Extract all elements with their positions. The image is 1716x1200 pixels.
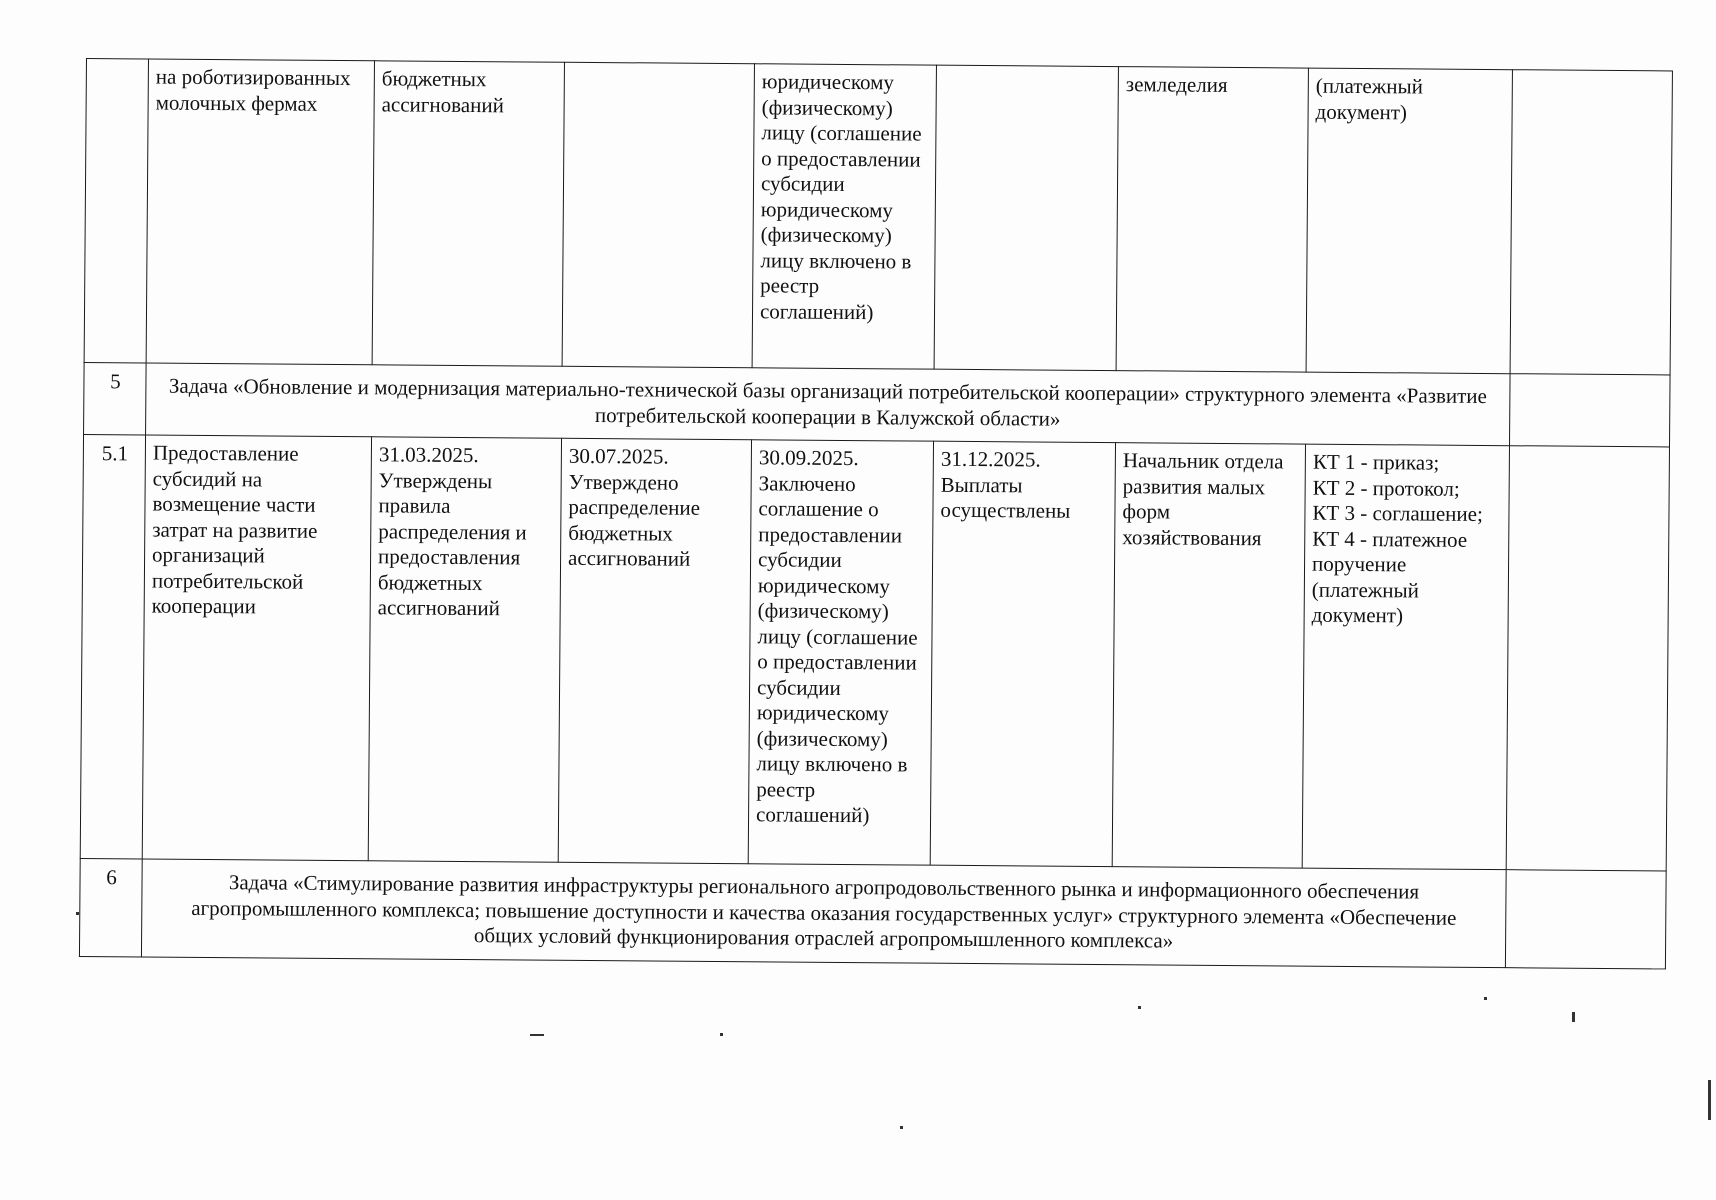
extra-cell (1506, 446, 1669, 871)
row-number: 5 (84, 362, 147, 434)
extra-cell (1505, 870, 1666, 969)
control-point-4-cell: 31.12.2025. Выплаты осуществлены (930, 441, 1115, 866)
task-heading-cell: Задача «Обновление и модернизация материально-технической базы организаций потребительской кооперации» структурного элемента «Развитие потребительской кооперации в Калужской области» (146, 363, 1511, 446)
table-row (80, 434, 1669, 870)
control-point-2-cell: 30.07.2025. Утверждено распределение бюджетных ассигнований (558, 438, 751, 863)
control-point-1-cell: 31.03.2025. Утверждены правила распределения и предоставления бюджетных ассигнований (368, 437, 561, 862)
plan-table (79, 58, 1673, 969)
event-name-cell: на роботизированных молочных фермах (146, 59, 374, 365)
document-line: КТ 2 - протокол; (1312, 475, 1460, 501)
control-point-3-cell: 30.09.2025. Заключено соглашение о предоставлении субсидии юридическому (физическому) лицу (соглашение о предоставлении субсидии юридическому (физическому) лицу включено в реестр соглашений) (748, 440, 933, 865)
documents-cell (1302, 444, 1509, 870)
document-line: КТ 3 - соглашение; (1312, 500, 1483, 526)
event-name-cell: Предоставление субсидий на возмещение части затрат на развитие организаций потребительской кооперации (142, 435, 371, 861)
row-number (84, 59, 148, 363)
control-point-2-cell (562, 62, 754, 367)
scan-speck (76, 912, 79, 915)
scan-speck (720, 1033, 723, 1036)
scan-speck (1138, 1006, 1141, 1009)
document-line: КТ 4 - платежное поручение (платежный документ) (1311, 526, 1468, 628)
table-row (84, 59, 1672, 375)
table-row (84, 362, 1671, 446)
scan-speck (530, 1034, 544, 1036)
responsible-cell: Начальник отдела развития малых форм хозяйствования (1112, 443, 1305, 868)
documents-cell: (платежный документ) (1306, 68, 1512, 374)
scan-speck (900, 1126, 903, 1129)
row-number: 5.1 (80, 434, 145, 858)
control-point-4-cell (934, 65, 1118, 370)
scan-speck (1572, 1012, 1575, 1022)
control-point-3-cell: юридическому (физическому) лицу (соглашение о предоставлении субсидии юридическому (физическому) лицу включено в реестр соглашений) (752, 64, 936, 369)
extra-cell (1510, 70, 1672, 375)
responsible-cell: земледелия (1116, 67, 1308, 372)
task-heading-cell: Задача «Стимулирование развития инфраструктуры регионального агропродовольственного рынка и информационного обеспечения агропромышленного комплекса; повышение доступности и качества оказания государственных услуг» структурного элемента «Обеспечение общих условий функционирования отраслей агропромышленного комплекса» (141, 859, 1506, 967)
document-line: КТ 1 - приказ; (1312, 449, 1440, 475)
table-row (79, 858, 1666, 968)
scan-speck (1708, 1080, 1711, 1120)
control-point-1-cell: бюджетных ассигнований (372, 61, 564, 366)
extra-cell (1509, 374, 1670, 447)
row-number: 6 (79, 858, 142, 956)
scan-speck (1484, 997, 1487, 1000)
